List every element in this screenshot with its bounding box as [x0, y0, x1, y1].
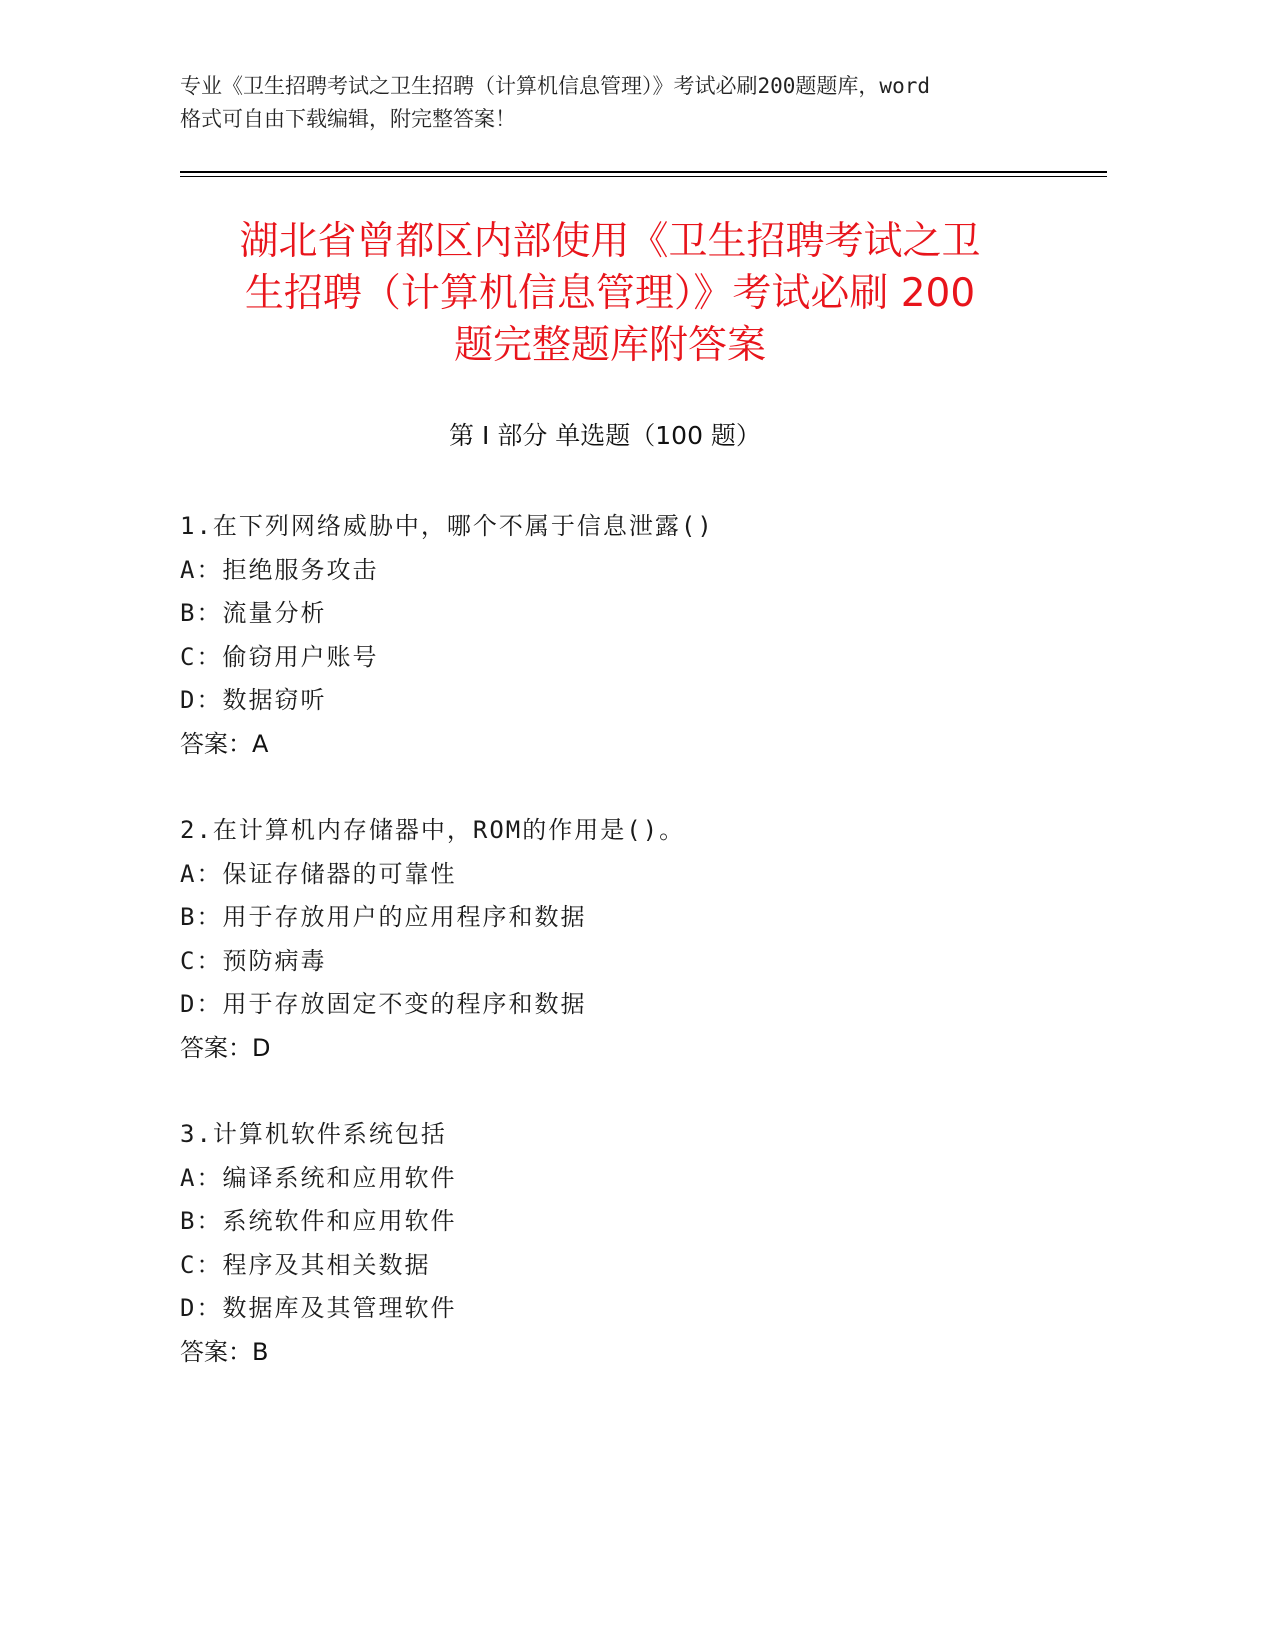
- header-divider-thick: [180, 171, 1107, 173]
- answer-label: 答案：A: [180, 729, 269, 758]
- option-b: B：流量分析: [180, 599, 327, 627]
- question-stem: 2.在计算机内存储器中，ROM的作用是()。: [180, 816, 686, 844]
- question-item: [180, 1113, 1080, 1374]
- option-d: D：用于存放固定不变的程序和数据: [180, 990, 587, 1018]
- header-divider-thin: [180, 176, 1107, 177]
- option-a: A：保证存储器的可靠性: [180, 859, 457, 888]
- header-note: [180, 70, 1060, 136]
- title-line: 题完整题库附答案: [453, 323, 766, 368]
- option-c: C：偷窃用户账号: [180, 642, 379, 671]
- option-c: C：预防病毒: [180, 946, 327, 975]
- question-item: [180, 809, 1080, 1070]
- question-item: [180, 505, 1080, 766]
- header-note-line: 专业《卫生招聘考试之卫生招聘（计算机信息管理）》考试必刷200题题库，word: [180, 74, 930, 98]
- option-b: B：系统软件和应用软件: [180, 1207, 457, 1235]
- title-line: 湖北省曾都区内部使用《卫生招聘考试之卫: [239, 219, 981, 264]
- option-d: D：数据库及其管理软件: [180, 1294, 457, 1322]
- question-list: [180, 505, 1080, 1417]
- question-stem: 3.计算机软件系统包括: [180, 1120, 447, 1148]
- section-heading: 第 I 部分 单选题（100 题）: [449, 421, 761, 450]
- document-title: [170, 216, 1050, 372]
- answer-label: 答案：B: [180, 1337, 269, 1366]
- option-a: A：拒绝服务攻击: [180, 555, 379, 584]
- header-note-line: 格式可自由下载编辑，附完整答案！: [180, 107, 516, 131]
- option-b: B：用于存放用户的应用程序和数据: [180, 903, 587, 931]
- answer-label: 答案：D: [180, 1033, 271, 1062]
- option-d: D：数据窃听: [180, 686, 327, 714]
- question-stem: 1.在下列网络威胁中，哪个不属于信息泄露(): [180, 512, 714, 540]
- title-line: 生招聘（计算机信息管理）》考试必刷 200: [244, 271, 976, 316]
- option-a: A：编译系统和应用软件: [180, 1163, 457, 1192]
- option-c: C：程序及其相关数据: [180, 1250, 431, 1279]
